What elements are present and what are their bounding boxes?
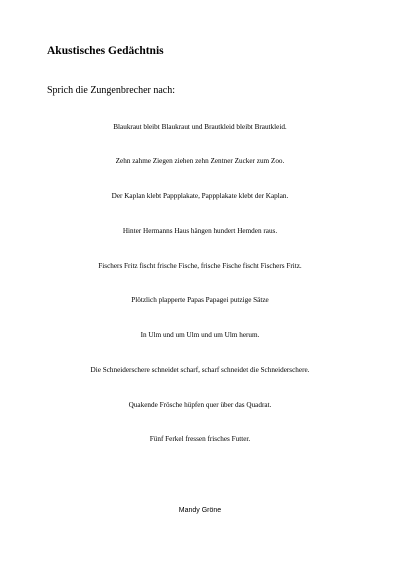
tongue-twister-item: Hinter Hermanns Haus hängen hundert Hemden raus. bbox=[122, 227, 278, 235]
tongue-twister-item: In Ulm und um Ulm und um Ulm herum. bbox=[140, 331, 260, 339]
author-footer: Mandy Gröne bbox=[178, 507, 222, 514]
tongue-twister-item: Zehn zahme Ziegen ziehen zehn Zentner Zucker zum Zoo. bbox=[115, 157, 285, 165]
tongue-twister-item: Fünf Ferkel fressen frisches Futter. bbox=[149, 435, 251, 443]
tongue-twister-item: Fischers Fritz fischt frische Fische, frische Fische fischt Fischers Fritz. bbox=[98, 262, 302, 270]
tongue-twister-item: Quakende Frösche hüpfen quer über das Quadrat. bbox=[128, 401, 272, 409]
document-title: Akustisches Gedächtnis bbox=[47, 45, 164, 57]
tongue-twister-item: Die Schneiderschere schneidet scharf, scharf schneidet die Schneiderschere. bbox=[90, 366, 310, 374]
tongue-twister-item: Plötzlich plapperte Papas Papagei putzige Sätze bbox=[131, 296, 269, 304]
instruction-text: Sprich die Zungenbrecher nach: bbox=[47, 85, 176, 96]
tongue-twister-item: Blaukraut bleibt Blaukraut und Brautkleid bleibt Brautkleid. bbox=[113, 123, 287, 131]
tongue-twister-item: Der Kaplan klebt Pappplakate, Pappplakate klebt der Kaplan. bbox=[111, 192, 289, 200]
